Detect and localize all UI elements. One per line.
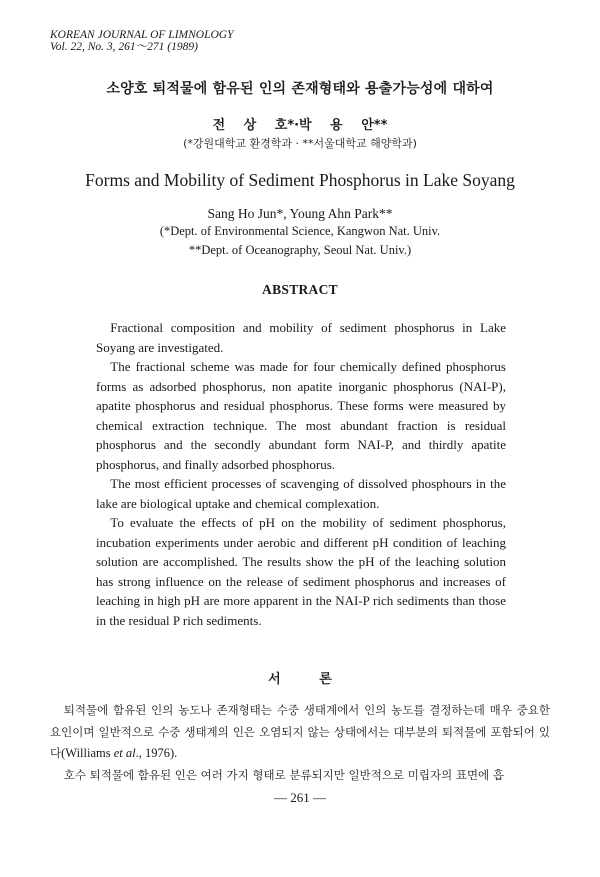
citation (61, 746, 177, 760)
introduction-body (50, 700, 550, 786)
abstract-paragraph: The most efficient processes of scavenging of dissolved phosphours in the lake are biological uptake and chemical complexation. (96, 476, 506, 511)
authors-english: Sang Ho Jun*, Young Ahn Park** (207, 206, 393, 221)
abstract-paragraph: To evaluate the effects of pH on the mobility of sediment phosphorus, incubation experiments under aerobic and different pH condition of leaching solution are accomplished. The results show the pH of the leaching solution has strong influence on the release of sediment phosphorus and increases of leaching in high pH are more apparent in the NAI-P rich sediments than those in the residual P rich sediments. (96, 515, 506, 628)
affiliation-english-2: **Dept. of Oceanography, Seoul Nat. Univ.) (188, 243, 412, 257)
citation-etal: et al (113, 746, 136, 760)
body-paragraph (50, 700, 550, 765)
abstract-heading: ABSTRACT (262, 282, 338, 297)
title-korean: 소양호 퇴적물에 함유된 인의 존재형태와 용출가능성에 대하여 (106, 81, 494, 97)
body-paragraph-text: 퇴적물에 함유된 인의 농도나 존재형태는 수중 생태계에서 인의 농도를 결정하는데 매우 중요한 요인이며 일반적으로 수중 생태계의 인은 오염되지 않는 상태에서는 대부분의 퇴적물에 포함되어 있다 (50, 703, 550, 760)
section-heading-introduction: 서 론 (268, 672, 332, 687)
body-paragraph: 호수 퇴적물에 함유된 인은 여러 가지 형태로 분류되지만 일반적으로 미립자의 표면에 흡 (63, 767, 504, 782)
affiliation-english-1: (*Dept. of Environmental Science, Kangwon Nat. Univ. (159, 224, 441, 238)
page-number: — 261 — (274, 790, 326, 805)
affiliation-korean: (*강원대학교 환경학과 · **서울대학교 해양학과) (183, 137, 417, 150)
abstract-paragraph: The fractional scheme was made for four chemically defined phosphorus forms as adsorbed phosphorus, non apatite inorganic phosphorus (NAI-P), apatite phosphorus and residual phosphorus. These forms were measured by chemical extraction technique. The most abundant fraction is residual phosphorus and the secondly abundant form NAI-P, and thirdly apatite phosphorus, and finally adsorbed phosphorus. (96, 359, 506, 472)
authors-korean: 전 상 호*·박 용 안** (212, 118, 388, 133)
citation-close: ., 1976). (135, 746, 178, 760)
citation-open: (Williams (61, 746, 114, 760)
abstract-paragraph: Fractional composition and mobility of sediment phosphorus in Lake Soyang are investigated. (96, 320, 506, 355)
journal-volume: Vol. 22, No. 3, 261～271 (1989) (50, 40, 198, 53)
journal-header (50, 30, 233, 53)
title-english: Forms and Mobility of Sediment Phosphorus in Lake Soyang (85, 170, 515, 190)
abstract-body (96, 318, 506, 630)
journal-name: KOREAN JOURNAL OF LIMNOLOGY (50, 29, 234, 41)
